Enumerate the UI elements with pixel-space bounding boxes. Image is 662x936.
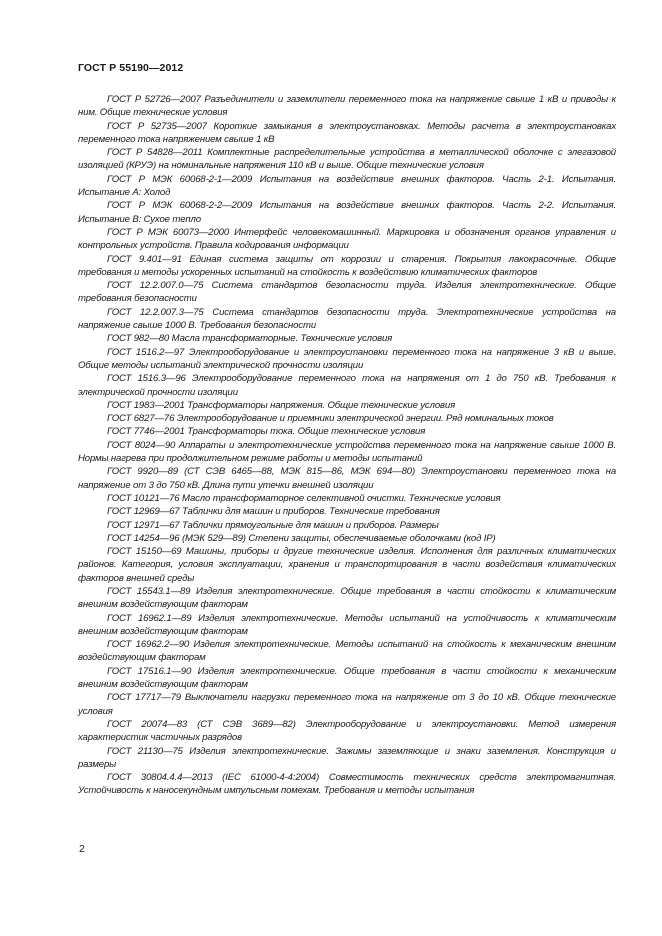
reference-entry: ГОСТ 12969—67 Таблички для машин и приборов. Технические требования (107, 506, 440, 518)
reference-entry: ГОСТ 15150—69 Машины, приборы и другие технические изделия. Исполнения для различных климатических районов. Категория, условия эксплуатации, хранения и транспортирования в части воздействия климатических факторов внешней среды (78, 546, 616, 584)
page-number: 2 (79, 843, 85, 855)
reference-entry: ГОСТ Р 54828—2011 Комплектные распределительные устройства в металлической оболочке с элегазовой изоляцией (КРУЭ) на номинальные напряжения 110 кВ и выше. Общие технические условия (78, 147, 616, 172)
reference-entry: ГОСТ 16962.2—90 Изделия электротехнические. Методы испытаний на стойкость к механическим внешним воздействующим факторам (78, 639, 616, 664)
reference-entry: ГОСТ 12971—67 Таблички прямоугольные для машин и приборов. Размеры (107, 519, 439, 531)
reference-entry: ГОСТ 7746—2001 Трансформаторы тока. Общие технические условия (107, 426, 426, 438)
reference-entry: ГОСТ Р МЭК 60073—2000 Интерфейс человекомашинный. Маркировка и обозначения органов управления и контрольных устройств. Правила кодирования информации (78, 226, 616, 252)
reference-entry: ГОСТ 982—80 Масла трансформаторные. Технические условия (107, 333, 393, 345)
reference-entry: ГОСТ 9920—89 (СТ СЭВ 6465—88, МЭК 815—86, МЭК 694—80) Электроустановки переменного тока на напряжение от 3 до 750 кВ. Длина пути утечки внешней изоляции (78, 466, 616, 491)
reference-entry: ГОСТ 12.2.007.3—75 Система стандартов безопасности труда. Электротехнические устройства на напряжение свыше 1000 В. Требования безопасности (78, 306, 616, 332)
reference-entry: ГОСТ 30804.4.4—2013 (IEC 61000-4-4:2004) Совместимость технических средств электромагнитная. Устойчивость к наносекундным импульсным помехам. Требования и методы испытания (78, 772, 616, 797)
reference-entry: ГОСТ 12.2.007.0—75 Система стандартов безопасности труда. Изделия электротехнические. Общие требования безопасности (78, 280, 616, 305)
reference-entry: ГОСТ 20074—83 (СТ СЭВ 3689—82) Электрооборудование и электроустановки. Метод измерения характеристик частичных разрядов (78, 718, 616, 744)
reference-entry: ГОСТ Р 52735—2007 Короткие замыкания в электроустановках. Методы расчета в электроустановках переменного тока напряжением свыше 1 кВ (78, 120, 616, 145)
reference-entry: ГОСТ 1983—2001 Трансформаторы напряжения. Общие технические условия (107, 399, 456, 411)
reference-entry: ГОСТ 21130—75 Изделия электротехнические. Зажимы заземляющие и знаки заземления. Конструкция и размеры (78, 745, 616, 770)
reference-entry: ГОСТ 17717—79 Выключатели нагрузки переменного тока на напряжение от 3 до 10 кВ. Общие технические условия (78, 692, 616, 717)
reference-entry: ГОСТ 9.401—91 Единая система защиты от коррозии и старения. Покрытия лакокрасочные. Общие требования и методы ускоренных испытаний на стойкость к воздействию климатических факторов (78, 253, 616, 278)
reference-entry: ГОСТ 10121—76 Масло трансформаторное селективной очистки. Технические условия (107, 492, 501, 504)
reference-entry: ГОСТ 8024—90 Аппараты и электротехнические устройства переменного тока на напряжение свыше 1000 В. Нормы нагрева при продолжительном режиме работы и методы испытаний (78, 439, 616, 465)
reference-entry: ГОСТ 17516.1—90 Изделия электротехнические. Общие требования в части стойкости к механическим внешним воздействующим факторам (78, 665, 616, 691)
reference-entry: ГОСТ 1516.3—96 Электрооборудование переменного тока на напряжения от 1 до 750 кВ. Требования к электрической прочности изоляции (78, 373, 616, 398)
normative-references-list (78, 93, 616, 798)
reference-entry: ГОСТ 14254—96 (МЭК 529—89) Степени защиты, обеспечиваемые оболочками (код IP) (107, 532, 496, 544)
reference-entry: ГОСТ Р МЭК 60068-2-2—2009 Испытания на воздействие внешних факторов. Часть 2-2. Испытания. Испытание В: Сухое тепло (78, 200, 616, 225)
reference-entry: ГОСТ Р МЭК 60068-2-1—2009 Испытания на воздействие внешних факторов. Часть 2-1. Испытания. Испытание А: Холод (78, 173, 616, 199)
reference-entry: ГОСТ Р 52726—2007 Разъединители и заземлители переменного тока на напряжение свыше 1 кВ и приводы к ним. Общие технические условия (78, 94, 616, 119)
document-code-header: ГОСТ Р 55190—2012 (78, 62, 184, 74)
reference-entry: ГОСТ 16962.1—89 Изделия электротехнические. Методы испытаний на устойчивость к климатическим внешним воздействующим факторам (78, 612, 616, 637)
reference-entry: ГОСТ 1516.2—97 Электрооборудование и электроустановки переменного тока на напряжение 3 кВ и выше. Общие методы испытаний электрической прочности изоляции (78, 346, 616, 371)
reference-entry: ГОСТ 6827—76 Электрооборудование и приемники электрической энергии. Ряд номинальных токов (107, 413, 554, 425)
reference-entry: ГОСТ 15543.1—89 Изделия электротехнические. Общие требования в части стойкости к климатическим внешним воздействующим факторам (78, 585, 616, 611)
